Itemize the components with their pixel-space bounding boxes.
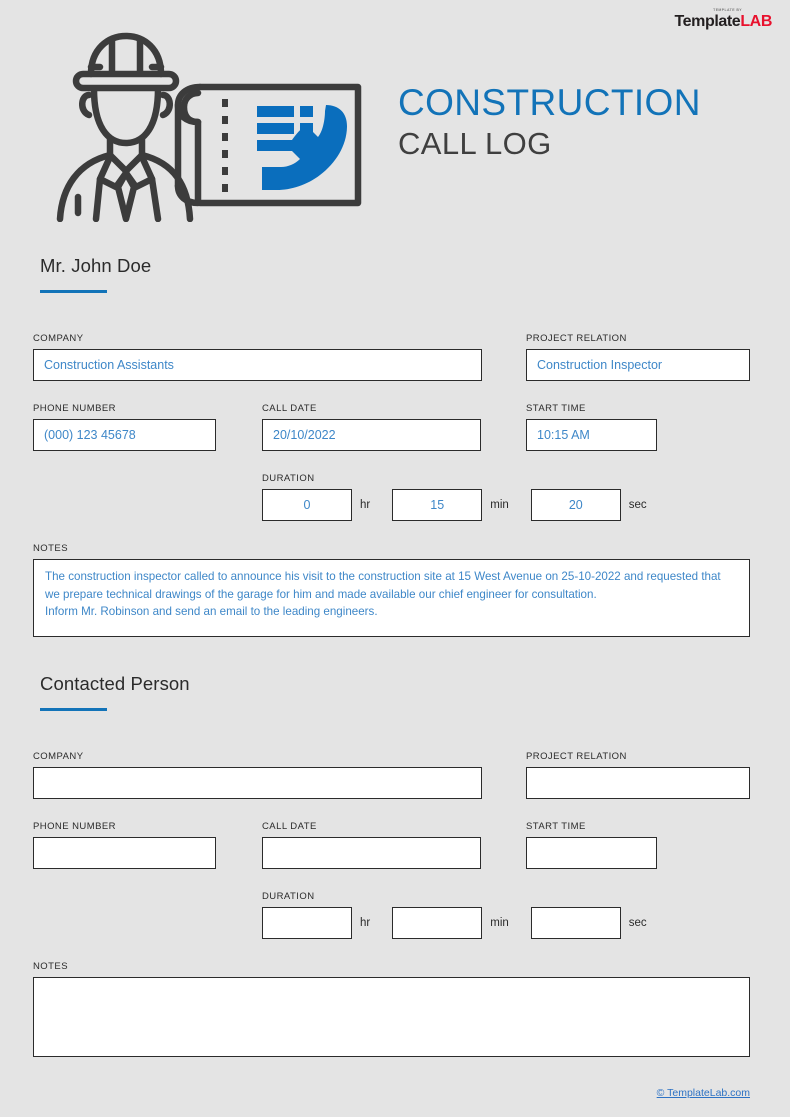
input-company-2[interactable] [33, 767, 482, 799]
field-group-company-1 [33, 333, 482, 381]
label-unit-hr-2: hr [360, 917, 371, 929]
brand-name-dark: Template [674, 12, 741, 30]
label-project-relation-1: PROJECT RELATION [526, 333, 627, 344]
label-duration-2: DURATION [262, 891, 315, 902]
field-group-phone-2 [33, 821, 216, 869]
section-title-caller: Mr. John Doe [40, 255, 152, 276]
field-group-call-date-1 [262, 403, 481, 451]
field-group-duration-1 [262, 473, 662, 521]
input-start-time-1[interactable]: 10:15 AM [526, 419, 657, 451]
input-call-date-1[interactable]: 20/10/2022 [262, 419, 481, 451]
section-title-contacted-person: Contacted Person [40, 673, 190, 694]
input-project-relation-1[interactable]: Construction Inspector [526, 349, 750, 381]
label-notes-1: NOTES [33, 543, 68, 554]
input-duration-minutes-1[interactable]: 15 [392, 489, 482, 521]
section-underline-accent-2 [40, 708, 107, 711]
input-duration-hours-1[interactable]: 0 [262, 489, 352, 521]
brand-name-red: LAB [740, 12, 772, 30]
field-group-duration-2 [262, 891, 662, 939]
field-group-company-2 [33, 751, 482, 799]
input-call-date-2[interactable] [262, 837, 481, 869]
page-title [398, 84, 701, 165]
label-project-relation-2: PROJECT RELATION [526, 751, 627, 762]
section-caller [0, 255, 790, 619]
notes-paragraph-2: Inform Mr. Robinson and send an email to the leading engineers. [45, 605, 378, 619]
section-underline-accent [40, 290, 107, 293]
input-duration-minutes-2[interactable] [392, 907, 482, 939]
input-phone-number-1[interactable]: (000) 123 45678 [33, 419, 216, 451]
duration-inputs-2 [262, 907, 662, 939]
field-group-project-relation-1 [526, 333, 750, 381]
input-start-time-2[interactable] [526, 837, 657, 869]
section-contacted-person [0, 673, 790, 972]
input-duration-seconds-1[interactable]: 20 [531, 489, 621, 521]
label-call-date-1: CALL DATE [262, 403, 317, 414]
label-unit-min-1: min [490, 499, 509, 511]
footer [657, 1087, 750, 1099]
label-unit-sec-2: sec [628, 917, 647, 929]
field-group-start-time-1 [526, 403, 657, 451]
input-notes-2[interactable] [33, 977, 750, 1057]
templatelab-footer-link[interactable]: © TemplateLab.com [656, 1087, 750, 1099]
label-phone-number-1: PHONE NUMBER [33, 403, 116, 414]
label-company-1: COMPANY [33, 333, 84, 344]
label-phone-number-2: PHONE NUMBER [33, 821, 116, 832]
notes-paragraph-1: The construction inspector called to announce his visit to the construction site at 15 West Avenue on 25-10-2022 and requested that we prepare technical drawings of the garage for him and made available our chief engineer for consultation. [45, 570, 721, 601]
construction-worker-illustration [48, 27, 378, 227]
input-project-relation-2[interactable] [526, 767, 750, 799]
label-company-2: COMPANY [33, 751, 84, 762]
input-company-1[interactable]: Construction Assistants [33, 349, 482, 381]
page-header [0, 22, 790, 227]
field-group-start-time-2 [526, 821, 657, 869]
label-start-time-2: START TIME [526, 821, 586, 832]
brand-micro-text: TEMPLATE BY [713, 8, 742, 12]
title-line-call-log: CALL LOG [398, 125, 552, 161]
label-unit-min-2: min [490, 917, 509, 929]
title-line-construction: CONSTRUCTION [398, 82, 701, 123]
label-unit-sec-1: sec [628, 499, 647, 511]
input-duration-seconds-2[interactable] [531, 907, 621, 939]
label-duration-1: DURATION [262, 473, 315, 484]
input-notes-1[interactable] [33, 559, 750, 637]
label-unit-hr-1: hr [360, 499, 371, 511]
duration-inputs-1 [262, 489, 662, 521]
field-group-phone-1 [33, 403, 216, 451]
field-group-call-date-2 [262, 821, 481, 869]
label-notes-2: NOTES [33, 961, 68, 972]
field-group-notes-2 [33, 961, 750, 1057]
field-group-project-relation-2 [526, 751, 750, 799]
input-duration-hours-2[interactable] [262, 907, 352, 939]
label-start-time-1: START TIME [526, 403, 586, 414]
input-phone-number-2[interactable] [33, 837, 216, 869]
field-group-notes-1 [33, 543, 750, 637]
label-call-date-2: CALL DATE [262, 821, 317, 832]
